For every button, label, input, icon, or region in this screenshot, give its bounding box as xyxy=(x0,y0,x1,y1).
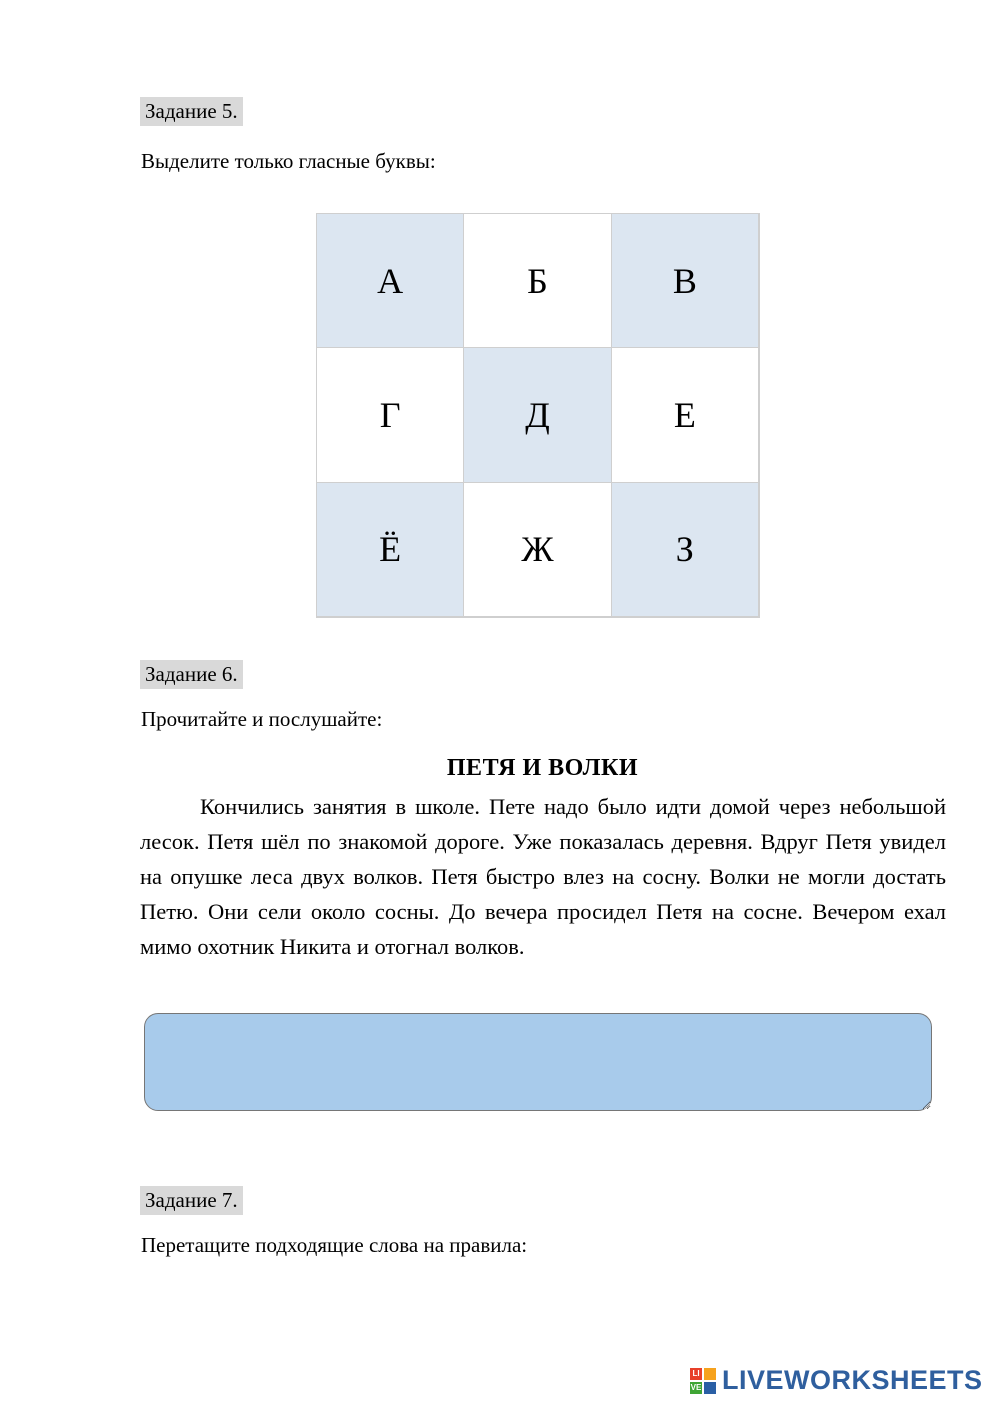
letter-cell[interactable]: Ё xyxy=(316,482,464,617)
story-body: Кончились занятия в школе. Пете надо было идти домой через небольшой лесок. Петя шёл по знакомой дороге. Уже показалась деревня. Вдруг Петя увидел на опушке леса двух волков. Петя быстро влез на сосну. Волки не могли достать Петю. Они сели около сосны. До вечера просидел Петя на сосне. Вечером ехал мимо охотник Никита и отогнал волков. xyxy=(140,794,946,959)
logo-text: LIVEWORKSHEETS xyxy=(722,1365,983,1395)
letter-cell[interactable]: Ж xyxy=(463,482,611,617)
task-5-prompt: Выделите только гласные буквы: xyxy=(141,149,436,173)
task-6-prompt: Прочитайте и послушайте: xyxy=(141,707,383,731)
letter-cell[interactable]: А xyxy=(316,213,464,348)
letter-cell[interactable]: Д xyxy=(463,347,611,482)
task-5-tag: Задание 5. xyxy=(140,97,243,126)
letter-cell[interactable]: З xyxy=(611,482,759,617)
logo-square-li: LI xyxy=(690,1368,702,1380)
logo-squares-icon xyxy=(690,1368,716,1394)
task-7-prompt: Перетащите подходящие слова на правила: xyxy=(141,1233,528,1257)
logo-square-blank-2 xyxy=(704,1382,716,1394)
task-7-tag: Задание 7. xyxy=(140,1186,243,1215)
letter-cell[interactable]: В xyxy=(611,213,759,348)
answer-textarea[interactable] xyxy=(144,1013,932,1111)
letter-grid xyxy=(316,213,760,618)
task-6-tag: Задание 6. xyxy=(140,660,243,689)
liveworksheets-logo xyxy=(690,1365,983,1396)
letter-cell[interactable]: Г xyxy=(316,347,464,482)
logo-square-blank-1 xyxy=(704,1368,716,1380)
letter-cell[interactable]: Е xyxy=(611,347,759,482)
story-title: ПЕТЯ И ВОЛКИ xyxy=(446,755,639,781)
logo-square-ve: VE xyxy=(690,1382,702,1392)
letter-cell[interactable]: Б xyxy=(463,213,611,348)
